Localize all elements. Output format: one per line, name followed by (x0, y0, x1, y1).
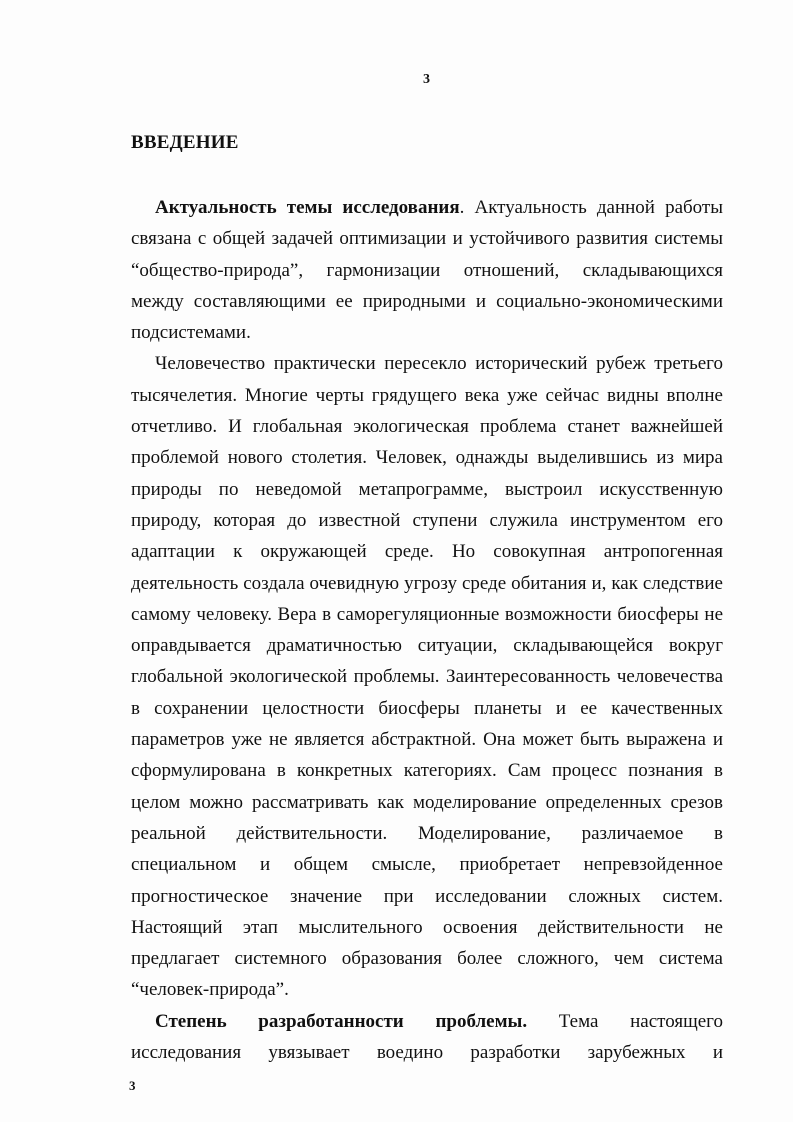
paragraph-text: Человечество практически пересекло исторический рубеж третьего тысячелетия. Многие черты грядущего века уже сейчас видны вполне отчетливо. И глобальная экологическая проблема станет важнейшей проблемой нового столетия. Человек, однажды выделившись из мира природы по неведомой метапрограмме, выстроил искусственную природу, которая до известной ступени служила инструментом его адаптации к окружающей среде. Но совокупная антропогенная деятельность создала очевидную угрозу среде обитания и, как следствие самому человеку. Вера в саморегуляционные возможности биосферы не оправдывается драматичностью ситуации, складывающейся вокруг глобальной экологической проблемы. Заинтересованность человечества в сохранении целостности биосферы планеты и ее качественных параметров уже не является абстрактной. Она может быть выражена и сформулирована в конкретных категориях. Сам процесс познания в целом можно рассматривать как моделирование определенных срезов реальной действительности. Моделирование, различаемое в специальном и общем смысле, приобретает непревзойденное прогностическое значение при исследовании сложных систем. Настоящий этап мыслительного освоения действительности не предлагает системного образования более сложного, чем система “человек-природа”. (131, 353, 723, 1001)
paragraph-humanity (131, 348, 723, 1005)
paragraph-relevance (131, 192, 723, 348)
page-number-bottom: 3 (129, 1078, 136, 1093)
page-number-top: 3 (423, 72, 430, 87)
paragraph-development-degree (131, 1006, 723, 1069)
section-heading: ВВЕДЕНИЕ (131, 132, 239, 153)
paragraph-text: . Актуальность данной работы связана с общей задачей оптимизации и устойчивого развития системы “общество-природа”, гармонизации отношений, складывающихся между составляющими ее природными и социально-экономическими подсистемами. (131, 197, 723, 344)
paragraph-lead: Актуальность темы исследования (155, 197, 460, 218)
body-text (131, 192, 723, 1068)
paragraph-lead: Степень разработанности проблемы. (155, 1010, 528, 1032)
paragraph-text: Тема настоящего исследования увязывает воедино разработки зарубежных и (131, 1010, 723, 1064)
